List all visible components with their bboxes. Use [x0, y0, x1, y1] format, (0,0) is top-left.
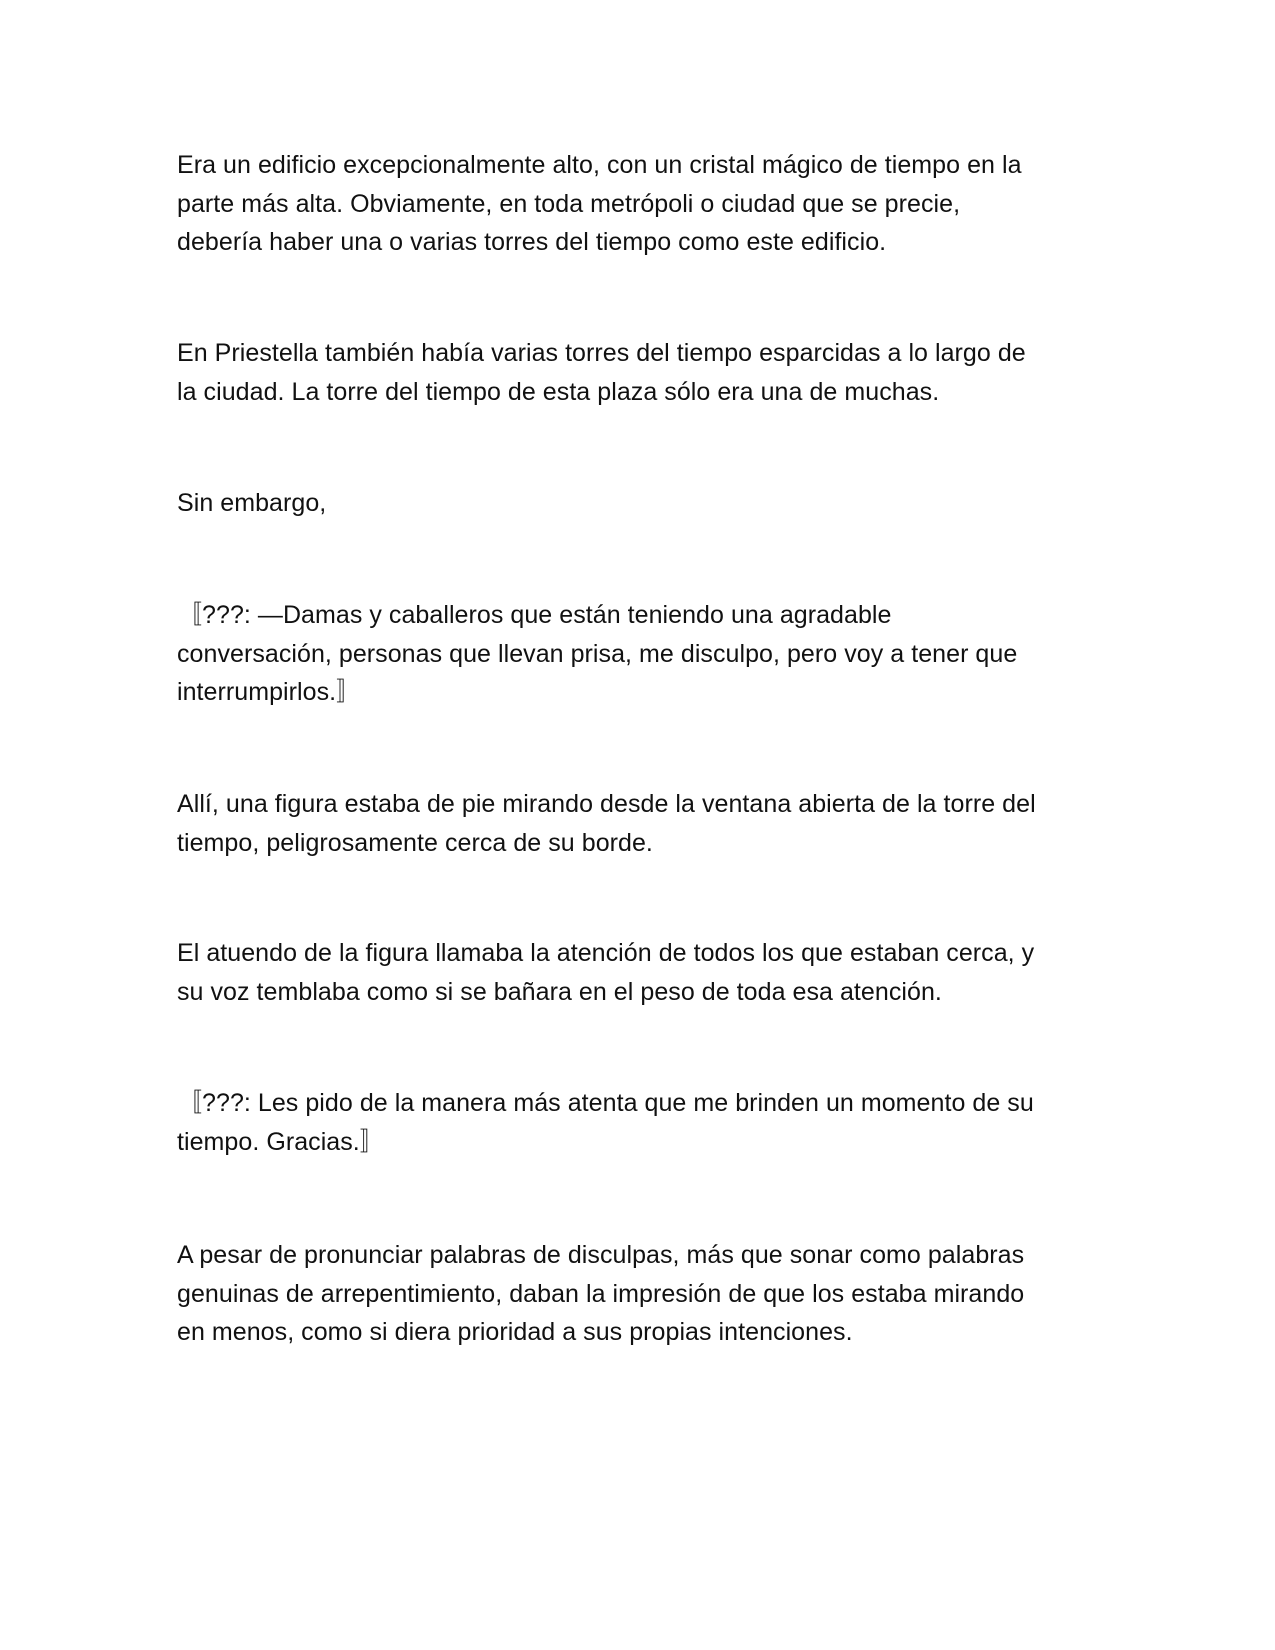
paragraph-line: su voz temblaba como si se bañara en el peso de toda esa atención.	[177, 977, 942, 1006]
paragraph-line: en menos, como si diera prioridad a sus propias intenciones.	[177, 1318, 853, 1346]
paragraph-line: parte más alta. Obviamente, en toda metrópoli o ciudad que se precie,	[177, 189, 961, 218]
paragraph-2	[177, 334, 1117, 411]
paragraph-line: tiempo. Gracias.〛	[177, 1127, 385, 1156]
paragraph-line: tiempo, peligrosamente cerca de su borde.	[177, 828, 653, 857]
paragraph-line: genuinas de arrepentimiento, daban la impresión de que los estaba mirando	[177, 1279, 1025, 1308]
paragraph-line: 〚???: —Damas y caballeros que están teniendo una agradable	[177, 601, 892, 629]
paragraph-4	[177, 596, 1117, 712]
paragraph-line: En Priestella también había varias torres del tiempo esparcidas a lo largo de	[177, 339, 1026, 367]
paragraph-3	[177, 484, 1117, 523]
paragraph-8	[177, 1236, 1117, 1352]
paragraph-line: Era un edificio excepcionalmente alto, con un cristal mágico de tiempo en la	[177, 151, 1022, 179]
paragraph-line: conversación, personas que llevan prisa, me disculpo, pero voy a tener que	[177, 639, 1018, 668]
paragraph-7	[177, 1084, 1117, 1161]
paragraph-1	[177, 146, 1117, 262]
paragraph-line: la ciudad. La torre del tiempo de esta plaza sólo era una de muchas.	[177, 377, 940, 406]
paragraph-line: Allí, una figura estaba de pie mirando desde la ventana abierta de la torre del	[177, 790, 1036, 818]
paragraph-line: 〚???: Les pido de la manera más atenta que me brinden un momento de su	[177, 1089, 1034, 1117]
paragraph-5	[177, 785, 1117, 862]
paragraph-6	[177, 934, 1117, 1011]
paragraph-line: Sin embargo,	[177, 489, 327, 517]
paragraph-line: debería haber una o varias torres del tiempo como este edificio.	[177, 228, 887, 256]
paragraph-line: El atuendo de la figura llamaba la atención de todos los que estaban cerca, y	[177, 939, 1035, 967]
paragraph-line: interrumpirlos.〛	[177, 678, 362, 706]
paragraph-line: A pesar de pronunciar palabras de disculpas, más que sonar como palabras	[177, 1241, 1025, 1269]
